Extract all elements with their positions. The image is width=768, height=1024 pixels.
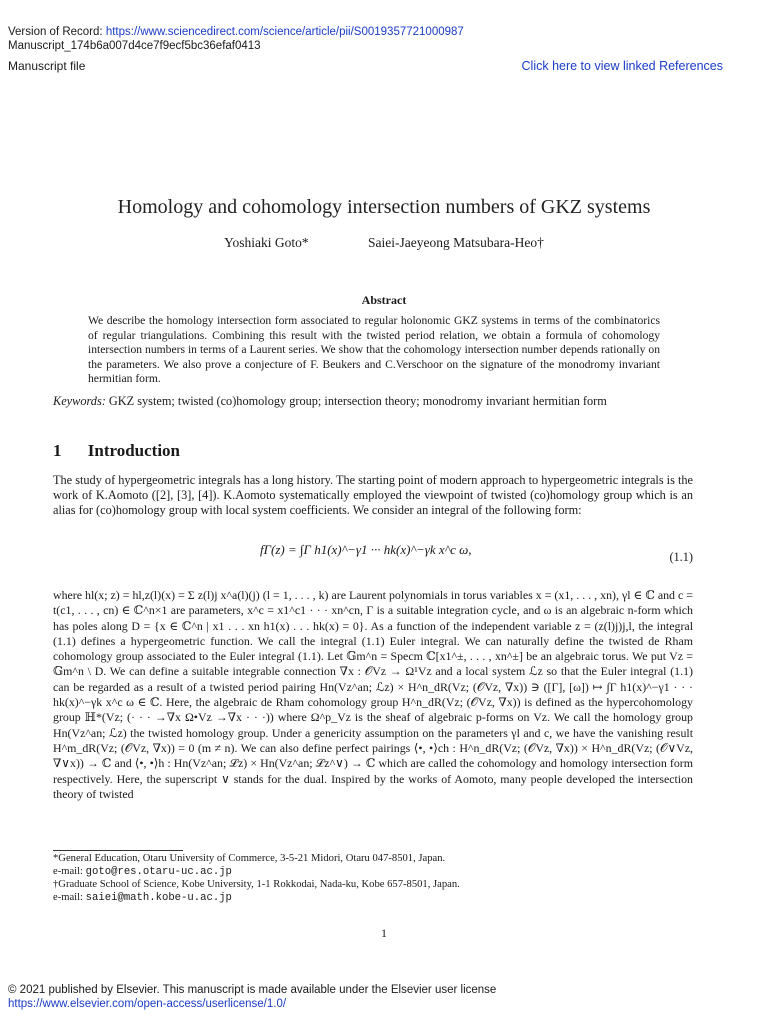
abstract-heading: Abstract <box>361 293 407 307</box>
keywords-text: GKZ system; twisted (co)homology group; intersection theory; monodromy invariant hermitian form <box>108 394 607 408</box>
section-heading <box>53 441 180 461</box>
paper-title: Homology and cohomology intersection numbers of GKZ systems <box>117 196 651 218</box>
footnote-1-affiliation: *General Education, Otaru University of Commerce, 3-5-21 Midori, Otaru 047-8501, Japan. <box>53 853 446 864</box>
keywords <box>53 394 693 409</box>
keywords-label: Keywords: <box>53 394 106 408</box>
author-1: Yoshiaki Goto* <box>224 235 309 250</box>
manuscript-id: Manuscript_174b6a007d4ce7f9ecf5bc36efaf0413 <box>8 40 261 52</box>
footnote-2-email-label: e-mail: <box>53 892 84 904</box>
footnote-1 <box>53 852 445 879</box>
linked-references-link[interactable]: Click here to view linked References <box>521 59 723 73</box>
equation-number: (1.1) <box>669 550 693 564</box>
copyright-text: © 2021 published by Elsevier. This manuscript is made available under the Elsevier user license <box>8 984 497 996</box>
intro-paragraph-2: where hl(x; z) = hl,z(l)(x) = Σ z(l)j x^a(l)(j) (l = 1, . . . , k) are Laurent polynomials in torus variables x = (x1, . . . , xn), γl ∈ ℂ and c = t(c1, . . . , cn) ∈ ℂ^n×1 are parameters, x^c = x1^c1 · · · xn^cn, Γ is a suitable integration cycle, and ω is an algebraic n-form which has poles along D = {x ∈ ℂ^n | x1 . . . xn h1(x) . . . hk(x) = 0}. As a function of the independent variable z = (z(l)j)j,l, the integral (1.1) defines a hypergeometric function. We call the integral (1.1) Euler integral. We can naturally define the twisted de Rham cohomology group associated to the Euler integral (1.1). Let 𝔾m^n = Specm ℂ[x1^±, . . . , xn^±] be an algebraic torus. We put Vz = 𝔾m^n \ D. We can define a suitable integrable connection ∇x : 𝒪Vz → Ω¹Vz and a local system ℒz so that the Euler integral (1.1) can be regarded as a result of a twisted period pairing Hn(Vz^an; ℒz) × H^n_dR(Vz; (𝒪Vz, ∇x)) ∋ ([Γ], [ω]) ↦ ∫Γ h1(x)^−γ1 · · · hk(x)^−γk x^c ω ∈ ℂ. Here, the algebraic de Rham cohomology group H^n_dR(Vz; (𝒪Vz, ∇x)) is defined as the hypercohomology group ℍ*(Vz; (· · · →∇x Ω•Vz →∇x · · ·)) where Ω^p_Vz is the sheaf of algebraic p-forms on Vz. We call the homology group Hn(Vz^an; ℒz) the twisted homology group. Under a genericity assumption on the parameters γl and c, we have the vanishing result H^m_dR(Vz; (𝒪Vz, ∇x)) = 0 (m ≠ n). We can also define perfect pairings ⟨•, •⟩ch : H^n_dR(Vz; (𝒪Vz, ∇x)) × H^n_dR(Vz; (𝒪∨Vz, ∇∨x)) → ℂ and ⟨•, •⟩h : Hn(Vz^an; ℒz) × Hn(Vz^an; ℒz^∨) → ℂ which are called the cohomology and homology intersection form respectively. Here, the superscript ∨ stands for the dual. Inspired by the works of Aomoto, many people developed the intersection theory of twisted <box>53 588 693 801</box>
version-link[interactable]: https://www.sciencedirect.com/science/article/pii/S0019357721000987 <box>105 26 464 38</box>
license-link[interactable]: https://www.elsevier.com/open-access/userlicense/1.0/ <box>8 998 287 1010</box>
footnote-2 <box>53 878 460 905</box>
footnote-2-email: saiei@math.kobe-u.ac.jp <box>85 892 232 905</box>
abstract-text: We describe the homology intersection form associated to regular holonomic GKZ systems in terms of the combinatorics of regular triangulations. Combining this result with the twisted period relation, we obtain a formula of cohomology intersection numbers in terms of a Laurent series. We show that the cohomology intersection number depends rationally on the parameters. We also prove a conjecture of F. Beukers and C.Verschoor on the signature of the monodromy invariant hermitian form. <box>88 314 660 386</box>
author-list <box>0 235 768 251</box>
footnote-1-email-label: e-mail: <box>53 866 84 878</box>
page-number: 1 <box>381 926 387 940</box>
author-2: Saiei-Jaeyeong Matsubara-Heo† <box>368 235 544 250</box>
section-number: 1 <box>53 441 62 460</box>
footnote-2-affiliation: †Graduate School of Science, Kobe University, 1-1 Rokkodai, Nada-ku, Kobe 657-8501, Japan. <box>53 879 460 890</box>
footnote-1-email: goto@res.otaru-uc.ac.jp <box>85 866 232 879</box>
equation-1-1: fΓ(z) = ∫Γ h1(x)^−γ1 ··· hk(x)^−γk x^c ω, <box>260 542 472 557</box>
footnote-rule <box>53 850 183 851</box>
record-header <box>8 25 464 53</box>
license-footer <box>8 983 496 1011</box>
intro-paragraph-1: The study of hypergeometric integrals has a long history. The starting point of modern approach to hypergeometric integrals is the work of K.Aomoto ([2], [3], [4]). K.Aomoto systematically employed the viewpoint of twisted (co)homology group which is an alias for (co)homology group with local system coefficients. We consider an integral of the following form: <box>53 473 693 518</box>
version-label: Version of Record: <box>8 26 103 38</box>
manuscript-file-label: Manuscript file <box>8 59 86 73</box>
section-title: Introduction <box>87 441 181 460</box>
